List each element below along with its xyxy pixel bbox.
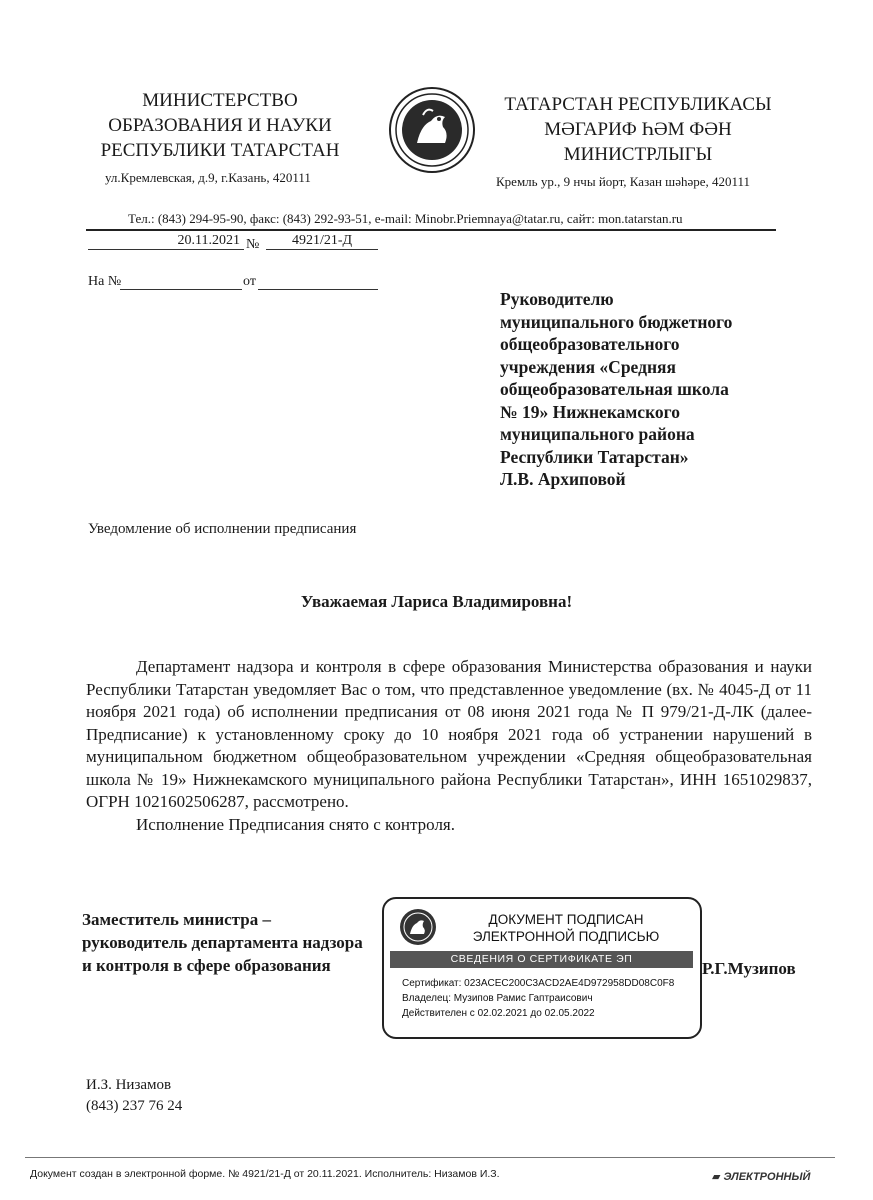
signatory-position	[82, 908, 363, 977]
addressee-line: Л.В. Архиповой	[500, 469, 626, 489]
addressee-line: муниципального бюджетного	[500, 311, 733, 332]
footer-note: Документ создан в электронной форме. № 4921/21-Д от 20.11.2021. Исполнитель: Низамов И.З.	[30, 1168, 500, 1180]
ministry-line-1: МИНИСТЕРСТВО	[142, 90, 298, 111]
reference-date-blank	[258, 289, 378, 290]
contact-line: Тел.: (843) 294-95-90, факс: (843) 292-93-51, e-mail: Minobr.Priemnaya@tatar.ru, сайт: mon.tatarstan.ru	[128, 211, 683, 226]
addressee-block	[500, 288, 800, 491]
stamp-certificate: Сертификат: 023ACEC200C3ACD2AE4D972958DD08C0F8	[402, 978, 675, 989]
addressee-line: общеобразовательного	[500, 334, 680, 354]
executor-name: И.З. Низамов	[86, 1077, 172, 1093]
document-date: 20.11.2021	[88, 233, 244, 250]
stamp-title	[446, 911, 686, 945]
stamp-emblem-icon	[398, 907, 438, 947]
edoc-logo-text: ЭЛЕКТРОННЫЙ	[723, 1171, 811, 1183]
stamp-certificate-bar: СВЕДЕНИЯ О СЕРТИФИКАТЕ ЭП	[390, 951, 693, 968]
ministry-line-3: РЕСПУБЛИКИ ТАТАРСТАН	[100, 140, 340, 161]
ministry-address-russian: ул.Кремлевская, д.9, г.Казань, 420111	[105, 170, 311, 185]
signatory-position-line-2: руководитель департамента надзора	[82, 933, 363, 952]
signatory-position-line-3: и контроля в сфере образования	[82, 956, 331, 975]
reference-number-blank	[120, 289, 242, 290]
footer-divider	[25, 1157, 835, 1158]
addressee-line: № 19» Нижнекамского	[500, 401, 680, 422]
ministry-name-russian	[60, 88, 380, 163]
edoc-logo-icon: ▰	[712, 1171, 721, 1183]
document-number: 4921/21-Д	[266, 233, 378, 250]
ministry-name-tatar	[478, 92, 798, 167]
letter-body	[86, 656, 812, 836]
addressee-line: общеобразовательная школа	[500, 379, 729, 399]
header-divider	[86, 229, 776, 231]
stamp-owner: Владелец: Музипов Рамис Гаптраисович	[402, 993, 593, 1004]
document-subject: Уведомление об исполнении предписания	[88, 521, 357, 537]
ministry-line-2: ОБРАЗОВАНИЯ И НАУКИ	[108, 115, 332, 136]
stamp-validity: Действителен с 02.02.2021 до 02.05.2022	[402, 1008, 595, 1019]
number-sign: №	[246, 237, 260, 252]
reference-label: На №	[88, 274, 122, 289]
ministry-tatar-line-1: ТАТАРСТАН РЕСПУБЛИКАСЫ	[504, 94, 772, 115]
tatarstan-emblem-icon	[387, 85, 477, 175]
body-paragraph-1: Департамент надзора и контроля в сфере образования Министерства образования и науки Республики Татарстан уведомляет Вас о том, что представленное уведомление (вх. № 4045-Д от 11 ноября 2021 года) об исполнении предписания от 08 июня 2021 года № П 979/21-Д-ЛК (далее-Предписание) к установленному сроку до 10 ноября 2021 года об устранении нарушений в муниципальном бюджетном общеобразовательном учреждении «Средняя общеобразовательная школа № 19» Нижнекамского муниципального района Республики Татарстан», ИНН 1651029837, ОГРН 1021602506287, рассмотрено.	[86, 657, 812, 811]
stamp-details	[402, 976, 674, 1021]
electronic-signature-stamp	[382, 897, 702, 1039]
addressee-line: Руководителю	[500, 289, 614, 309]
addressee-line: Республики Татарстан»	[500, 446, 689, 467]
reference-from-label: от	[243, 274, 256, 289]
edoc-logo	[712, 1170, 810, 1183]
stamp-title-line-1: ДОКУМЕНТ ПОДПИСАН	[488, 912, 644, 927]
signatory-name: Р.Г.Музипов	[702, 959, 796, 978]
body-paragraph-2: Исполнение Предписания снято с контроля.	[136, 814, 455, 834]
executor-info	[86, 1075, 182, 1117]
addressee-line: муниципального района	[500, 424, 695, 444]
salutation: Уважаемая Лариса Владимировна!	[300, 592, 573, 611]
stamp-title-line-2: ЭЛЕКТРОННОЙ ПОДПИСЬЮ	[472, 929, 660, 944]
ministry-tatar-line-3: МИНИСТРЛЫГЫ	[563, 144, 713, 165]
ministry-tatar-line-2: МӘГАРИФ ҺӘМ ФӘН	[544, 119, 732, 140]
ministry-address-tatar: Кремль ур., 9 нчы йорт, Казан шәһәре, 420111	[496, 174, 751, 189]
addressee-line: учреждения «Средняя	[500, 356, 676, 377]
signatory-position-line-1: Заместитель министра –	[82, 910, 271, 929]
executor-phone: (843) 237 76 24	[86, 1098, 183, 1114]
